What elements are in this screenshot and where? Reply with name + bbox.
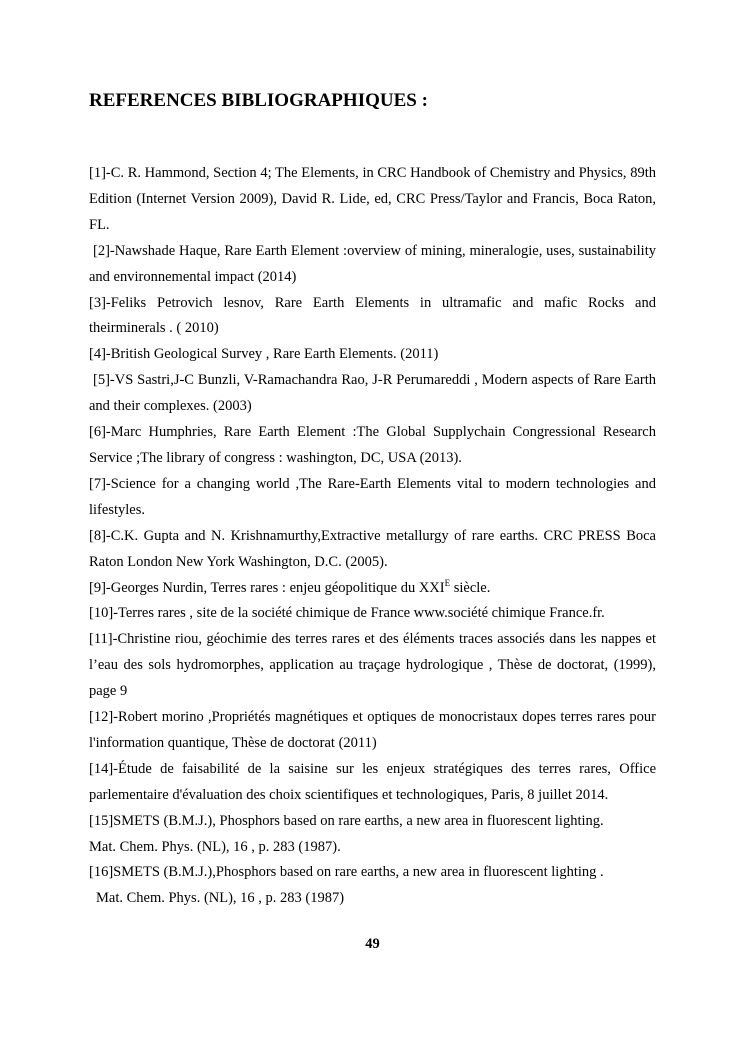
- reference-list: [89, 161, 656, 912]
- reference-item: [4]-British Geological Survey , Rare Earth Elements. (2011): [89, 346, 439, 363]
- reference-item: [1]-C. R. Hammond, Section 4; The Elements, in CRC Handbook of Chemistry and Physics, 89th Edition (Internet Version 2009), David R. Lide, ed, CRC Press/Taylor and Francis, Boca Raton, FL.: [89, 165, 656, 233]
- reference-item: [5]-VS Sastri,J-C Bunzli, V-Ramachandra Rao, J-R Perumareddi , Modern aspects of Rare Earth and their complexes. (2003): [89, 372, 656, 415]
- reference-item: [16]SMETS (B.M.J.),Phosphors based on rare earths, a new area in fluorescent lighting .: [89, 864, 604, 881]
- reference-item: [11]-Christine riou, géochimie des terres rares et des éléments traces associés dans les nappes et l’eau des sols hydromorphes, application au traçage hydrologique , Thèse de doctorat, (1999), page 9: [89, 631, 656, 700]
- superscript-text: E: [444, 577, 451, 588]
- reference-item: [8]-C.K. Gupta and N. Krishnamurthy,Extractive metallurgy of rare earths. CRC PRESS Boca Raton London New York Washington, D.C. (2005).: [89, 527, 656, 570]
- page-number: 49: [365, 936, 380, 952]
- reference-item: [6]-Marc Humphries, Rare Earth Element :The Global Supplychain Congressional Research Service ;The library of congress : washington, DC, USA (2013).: [89, 424, 656, 466]
- reference-text: siècle.: [450, 579, 491, 596]
- reference-item: [14]-Étude de faisabilité de la saisine sur les enjeux stratégiques des terres rares, Office parlementaire d'évaluation des choix scientifiques et technologiques, Paris, 8 juillet 2014.: [89, 760, 656, 803]
- reference-item: [12]-Robert morino ,Propriétés magnétiques et optiques de monocristaux dopes terres rares pour l'information quantique, Thèse de doctorat (2011): [89, 709, 656, 751]
- reference-item: [10]-Terres rares , site de la société chimique de France www.société chimique France.fr.: [89, 605, 605, 622]
- reference-item: [7]-Science for a changing world ,The Rare-Earth Elements vital to modern technologies and lifestyles.: [89, 475, 656, 518]
- reference-text: [9]-Georges Nurdin, Terres rares : enjeu géopolitique du XXI: [89, 579, 445, 596]
- reference-item: [89, 576, 656, 602]
- reference-item: [15]SMETS (B.M.J.), Phosphors based on rare earths, a new area in fluorescent lighting.: [89, 812, 604, 829]
- reference-item: [3]-Feliks Petrovich lesnov, Rare Earth Elements in ultramafic and mafic Rocks and theirminerals . ( 2010): [89, 294, 656, 337]
- reference-item: [2]-Nawshade Haque, Rare Earth Element :overview of mining, mineralogie, uses, sustainability and environnemental impact (2014): [89, 242, 656, 285]
- reference-item: Mat. Chem. Phys. (NL), 16 , p. 283 (1987): [96, 890, 345, 907]
- reference-item: Mat. Chem. Phys. (NL), 16 , p. 283 (1987).: [89, 838, 341, 855]
- page-title: REFERENCES BIBLIOGRAPHIQUES :: [89, 90, 428, 111]
